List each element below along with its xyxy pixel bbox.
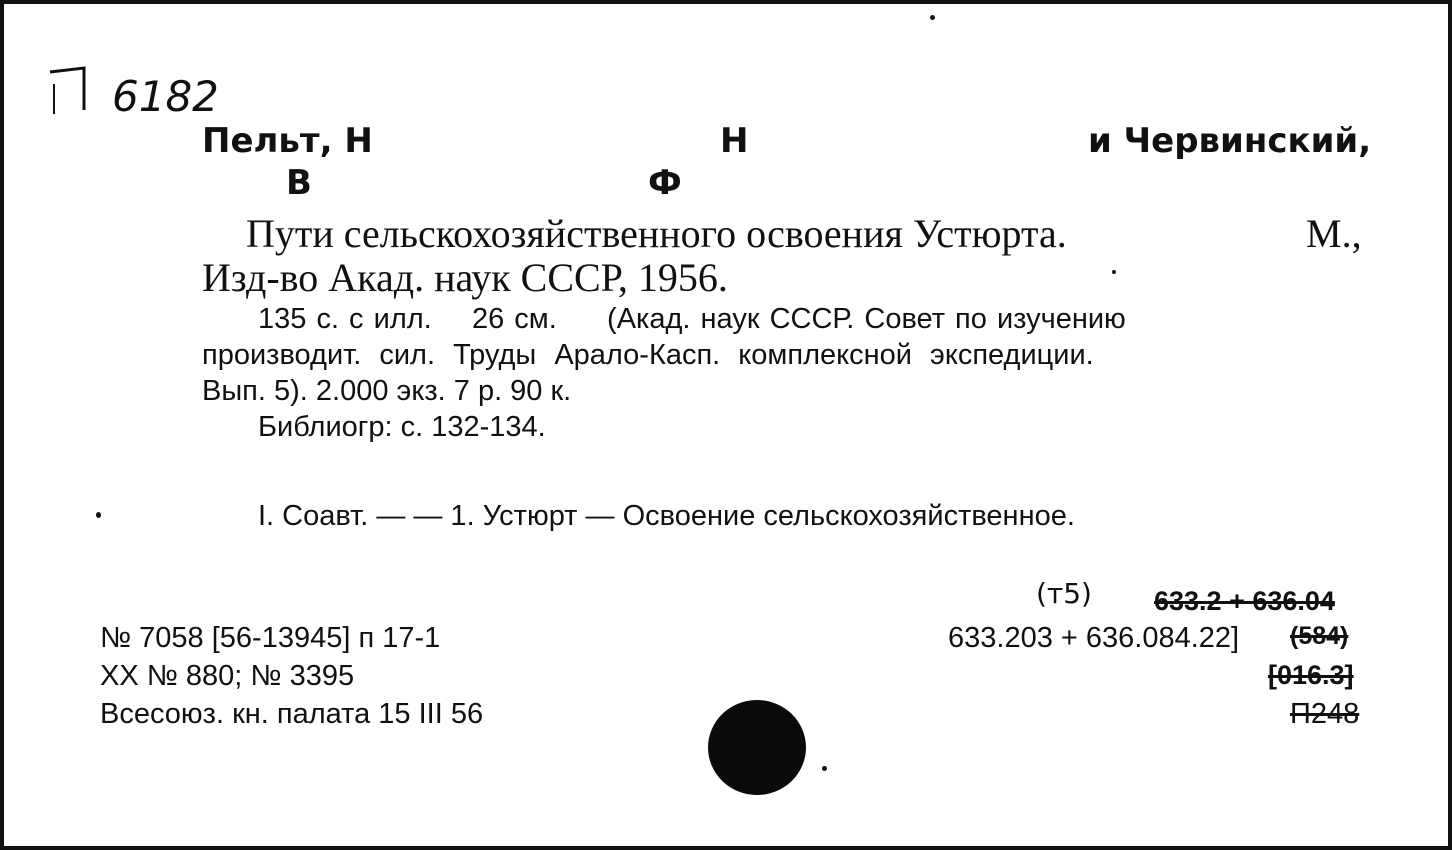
udc-bracket-struck: [016.3] — [1268, 660, 1354, 690]
udc-paren-struck: (584) — [1290, 622, 1349, 650]
corner-mark-icon — [44, 62, 90, 122]
description-line-2: производит. сил. Труды Арало-Касп. комплексной экспедиции. — [202, 339, 1094, 371]
coauthor-name: и Червинский, — [1088, 121, 1372, 161]
udc-code: 633.203 + 636.084.22] — [948, 622, 1240, 654]
author-surname: Пельт, Н — [202, 121, 373, 161]
description-line-3: Вып. 5). 2.000 экз. 7 р. 90 к. — [202, 375, 572, 407]
tracings: I. Соавт. — — 1. Устюрт — Освоение сельскохозяйственное. — [258, 500, 1075, 532]
ink-speck — [822, 766, 827, 771]
handwritten-call-number: 6182 — [112, 72, 219, 121]
book-chamber-line: Всесоюз. кн. палата 15 III 56 — [100, 698, 484, 730]
coauthor-initial-2: Ф — [648, 163, 682, 203]
title-line-2: Изд-во Акад. наук СССР, 1956. — [202, 255, 728, 300]
title-line-1: Пути сельскохозяйственного освоения Устюрта. — [246, 211, 1067, 256]
bbk-struck: П248 — [1290, 698, 1360, 730]
publication-place: М., — [1306, 211, 1362, 256]
udc-struck: 633.2 + 636.04 — [1154, 586, 1335, 616]
coauthor-initial-1: В — [286, 163, 312, 203]
xx-line: XX № 880; № 3395 — [100, 660, 355, 692]
description-line-1: 135 с. с илл. 26 см. (Акад. наук СССР. Совет по изучению — [258, 303, 1126, 335]
punch-hole — [708, 700, 806, 795]
handwritten-class-mark: (т5) — [1036, 577, 1092, 610]
ink-speck — [96, 512, 101, 518]
author-initial: Н — [720, 121, 749, 161]
bibliography-note: Библиогр: с. 132-134. — [258, 411, 546, 443]
record-number: № 7058 [56-13945] п 17-1 — [100, 622, 441, 654]
ink-speck — [1112, 270, 1116, 274]
ink-speck — [930, 15, 935, 20]
